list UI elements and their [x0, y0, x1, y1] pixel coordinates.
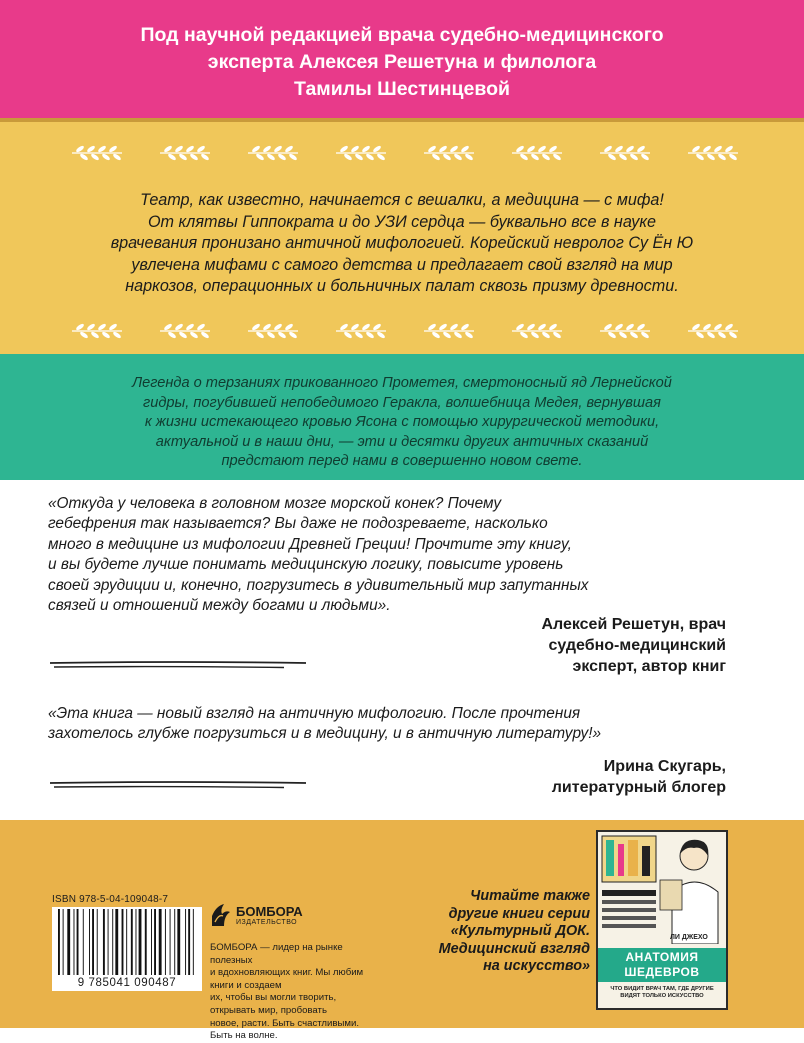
laurel-sprig-icon [336, 145, 386, 161]
quote-line: своей эрудиции и, конечно, погрузитесь в удивительный мир запутанных [48, 576, 589, 594]
book-illustration [598, 832, 726, 944]
author-line: Алексей Решетун, врач [541, 616, 726, 633]
barcode-bar [112, 909, 113, 975]
mini-title-line: АНАТОМИЯ [625, 950, 699, 964]
barcode-bar [154, 909, 156, 975]
barcode-icon [52, 907, 202, 977]
laurel-sprig-icon [688, 323, 738, 339]
laurel-icon [62, 140, 742, 166]
desc-line: БОМБОРА — лидер на рынке полезных [210, 942, 343, 966]
series-line: Медицинский взгляд [438, 940, 590, 957]
mini-title-line: ШЕДЕВРОВ [624, 965, 700, 979]
barcode-bar [159, 909, 162, 975]
review-quote [48, 494, 760, 616]
laurel-sprig-icon [72, 145, 122, 161]
quote-line: и вы будете лучше понимать медицинскую логику, повысите уровень [48, 556, 564, 574]
author-line: Ирина Скугарь, [603, 758, 726, 775]
desc-line: и вдохновляющих книг. Мы любим книги и создаем [210, 967, 364, 991]
quote-line: «Эта книга — новый взгляд на античную мифологию. После прочтения [48, 705, 581, 722]
series-promo [410, 888, 590, 976]
desc-line: новое, расти. Быть счастливыми. Быть на волне. [210, 1017, 359, 1042]
laurel-ornament-bottom [62, 318, 742, 344]
barcode-bar [174, 909, 175, 975]
bombora-wave-icon [210, 902, 232, 928]
barcode-bar [103, 909, 105, 975]
intro-line: наркозов, операционных и больничных палат сквозь призму древности. [125, 277, 679, 295]
publisher-logo [210, 902, 360, 928]
publisher-subtitle: ИЗДАТЕЛЬСТВО [236, 918, 298, 926]
barcode-bar [185, 909, 186, 975]
laurel-sprig-icon [160, 145, 210, 161]
mini-book-tagline [598, 986, 726, 1000]
mini-tagline-line: ЧТО ВИДИТ ВРАЧ ТАМ, ГДЕ ДРУГИЕ [610, 986, 714, 992]
intro-paragraph [30, 190, 774, 298]
author-line: литературный блогер [551, 779, 726, 796]
quote-line: «Откуда у человека в головном мозге морской конек? Почему [48, 495, 502, 512]
series-line: другие книги серии [448, 905, 590, 922]
barcode-bar [126, 909, 127, 975]
brush-divider [48, 780, 308, 790]
laurel-sprig-icon [512, 145, 562, 161]
reviews-band [0, 480, 804, 820]
barcode-bar [139, 909, 142, 975]
barcode-bar [165, 909, 166, 975]
barcode-bar [177, 909, 180, 975]
barcode-bar [122, 909, 124, 975]
barcode-bar [63, 909, 64, 975]
barcode-bar [193, 909, 194, 975]
laurel-ornament-top [62, 140, 742, 166]
barcode-bar [151, 909, 152, 975]
intro-band [0, 118, 804, 354]
review-author [541, 614, 726, 677]
barcode-bar [131, 909, 133, 975]
laurel-sprig-icon [160, 323, 210, 339]
isbn-block [52, 894, 202, 991]
laurel-icon [62, 318, 742, 344]
legend-line: предстают перед нами в совершенно новом свете. [221, 453, 583, 470]
quote-line: захотелось глубже погрузиться и в медицину, и в античную литературу!» [48, 725, 602, 743]
series-line: «Культурный ДОК. [450, 923, 590, 940]
intro-line: От клятвы Гиппократа и до УЗИ сердца — буквально все в науке [147, 212, 657, 231]
intro-line: Театр, как известно, начинается с вешалки, а медицина — с мифа! [140, 191, 664, 209]
intro-line: врачевания пронизано античной мифологией. Корейский невролог Су Ён Ю [110, 234, 694, 252]
barcode-bar [58, 909, 60, 975]
quote-line: много в медицине из мифологии Древней Греции! Прочтите эту книгу, [48, 535, 572, 553]
legend-line: к жизни истекающего кровью Ясона с помощью хирургической методики, [144, 414, 660, 431]
credit-line: эксперта Алексея Решетуна и филолога [207, 51, 597, 73]
laurel-sprig-icon [248, 323, 298, 339]
series-line: Читайте также [470, 888, 590, 904]
laurel-sprig-icon [600, 145, 650, 161]
barcode-bar [97, 909, 98, 975]
legend-line: Легенда о терзаниях прикованного Прометея, смертоносный яд Лернейской [132, 375, 672, 391]
laurel-sprig-icon [424, 323, 474, 339]
credit-line: Под научной редакцией врача судебно-медицинского [140, 24, 664, 46]
laurel-sprig-icon [248, 145, 298, 161]
legend-band [0, 354, 804, 480]
barcode-bar [92, 909, 94, 975]
footer-band [0, 820, 804, 1042]
legend-line: гидры, погубившей непобедимого Геракла, волшебница Медея, вернувшая [143, 394, 661, 411]
mini-tagline-line: ВИДЯТ ТОЛЬКО ИСКУССТВО [620, 993, 704, 999]
barcode-bar [108, 909, 109, 975]
publisher-name: БОМБОРА [236, 903, 303, 919]
laurel-sprig-icon [600, 323, 650, 339]
barcode-bar [136, 909, 137, 975]
laurel-sprig-icon [512, 323, 562, 339]
barcode-bar [115, 909, 118, 975]
legend-line: актуальной и в наши дни, — эти и десятки других античных сказаний [155, 433, 649, 450]
barcode-bar [145, 909, 147, 975]
laurel-sprig-icon [72, 323, 122, 339]
credit-line: Тамилы Шестинцевой [294, 78, 510, 100]
intro-line: увлечена мифами с самого детства и предлагает свой взгляд на мир [131, 255, 673, 274]
mini-book-author: ЛИ ДЖЕХО [670, 934, 708, 941]
legend-paragraph [30, 374, 774, 472]
barcode-bar [67, 909, 70, 975]
related-book-cover [596, 830, 728, 1010]
barcode-digits: 9 785041 090487 [52, 977, 202, 989]
laurel-sprig-icon [424, 145, 474, 161]
header-band [0, 0, 804, 118]
barcode-bar [74, 909, 75, 975]
laurel-sprig-icon [688, 145, 738, 161]
barcode-bar [170, 909, 171, 975]
desc-line: их, чтобы вы могли творить, открывать мир, пробовать [210, 992, 337, 1016]
barcode-bar [188, 909, 190, 975]
barcode [52, 907, 202, 991]
quote-line: гебефрения так называется? Вы даже не подозреваете, насколько [48, 515, 548, 533]
editorial-credit [0, 22, 804, 103]
author-line: эксперт, автор книг [572, 658, 726, 675]
barcode-bar [89, 909, 90, 975]
brush-divider [48, 660, 308, 670]
quote-line: связей и отношений между богами и людьми». [48, 597, 391, 615]
author-line: судебно-медицинский [548, 637, 726, 654]
series-line: на искусство» [483, 958, 590, 975]
isbn-number: ISBN 978-5-04-109048-7 [52, 894, 169, 905]
laurel-sprig-icon [336, 323, 386, 339]
review-author [552, 756, 726, 798]
barcode-bar [83, 909, 84, 975]
barcode-bar [77, 909, 79, 975]
mini-book-title [598, 948, 726, 982]
review-quote [48, 704, 760, 745]
